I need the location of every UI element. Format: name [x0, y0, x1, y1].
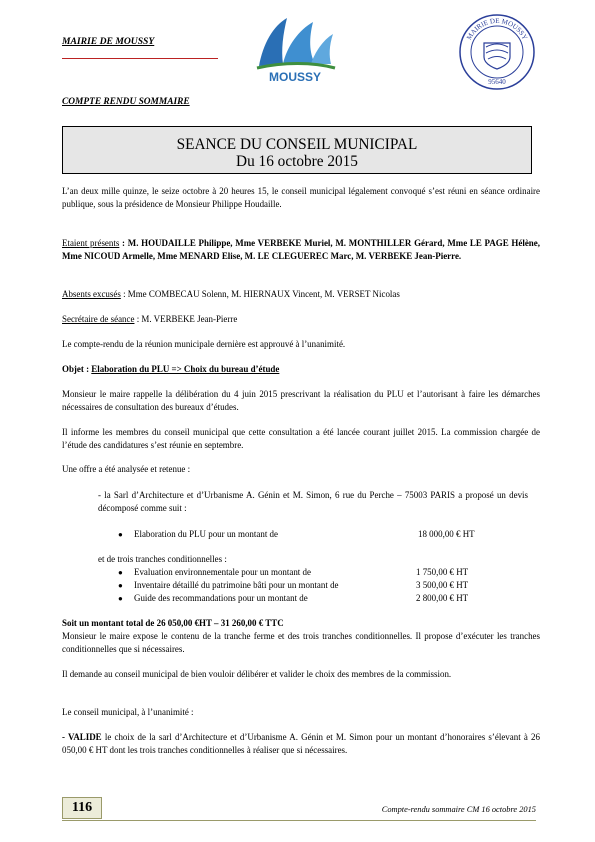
offer-paragraph: - la Sarl d’Architecture et d’Urbanisme A. Génin et M. Simon, 6 rue du Perche – 75003 PARIS a proposé un devis décomposé comme suit :	[98, 490, 528, 513]
compte-rendu-title: COMPTE RENDU SOMMAIRE	[62, 97, 190, 107]
paragraph-offer-intro: Une offre a été analysée et retenue :	[62, 464, 191, 474]
page-number: 116	[62, 797, 102, 819]
paragraph-tranches: Monsieur le maire expose le contenu de la tranche ferme et des trois tranches conditionnelles. Il propose d’exécuter les tranches conditionnelles que si nécessaires.	[62, 631, 540, 654]
svg-text:95640: 95640	[488, 78, 506, 86]
secretaire-paragraph	[62, 313, 540, 326]
objet-label: Objet :	[62, 364, 92, 374]
paragraph-consultation: Il informe les membres du conseil municipal que cette consultation a été lancée courant juillet 2015. La commission chargée de l’étude des candidatures s’est réunie en septembre.	[62, 427, 540, 450]
absents-paragraph	[62, 288, 540, 301]
moussy-logo	[253, 14, 337, 84]
total-line: Soit un montant total de 26 050,00 €HT – 31 260,00 € TTC	[62, 618, 284, 628]
bullet-icon: ●	[118, 594, 123, 603]
seance-date: Du 16 octobre 2015	[236, 153, 358, 170]
tranche-label: Inventaire détaillé du patrimoine bâti pour un montant de	[134, 580, 339, 590]
bullet-icon: ●	[118, 530, 123, 539]
secretaire-label: Secrétaire de séance	[62, 314, 135, 324]
valide-label: - VALIDE	[62, 732, 102, 742]
logo-text: MOUSSY	[268, 70, 322, 84]
seance-title: SEANCE DU CONSEIL MUNICIPAL	[176, 136, 418, 153]
tranche-label: Evaluation environnementale pour un montant de	[134, 567, 311, 577]
header-divider	[62, 58, 218, 59]
secretaire-text: : M. VERBEKE Jean-Pierre	[134, 314, 238, 324]
presents-paragraph	[62, 237, 540, 262]
footer-note: Compte-rendu sommaire CM 16 octobre 2015	[381, 805, 536, 814]
absents-text: : Mme COMBECAU Solenn, M. HIERNAUX Vincent, M. VERSET Nicolas	[120, 289, 400, 299]
moussy-logo-icon	[253, 14, 337, 84]
valide-text: le choix de la sarl d’Architecture et d’Urbanisme A. Génin et M. Simon pour un montant d’honoraires s’élevant à 26 050,00 € HT dont les trois tranches conditionnelles à réaliser que si nécessaires.	[62, 732, 540, 755]
footer-divider	[62, 820, 536, 821]
tranche-label: Guide des recommandations pour un montant de	[134, 593, 308, 603]
seal-stamp-icon	[458, 13, 536, 91]
main-item-amount: 18 000,00 € HT	[418, 529, 475, 539]
paragraph-demande: Il demande au conseil municipal de bien vouloir délibérer et valider le choix des membres de la commission.	[62, 669, 452, 679]
tranche-amount: 2 800,00 € HT	[416, 593, 469, 603]
objet-paragraph	[62, 363, 540, 376]
seance-header-box	[62, 126, 532, 174]
paragraph-valide	[62, 731, 540, 756]
bullet-icon: ●	[118, 581, 123, 590]
presents-text: : M. HOUDAILLE Philippe, Mme VERBEKE Muriel, M. MONTHILLER Gérard, Mme LE PAGE Hélène, Mme NICOUD Armelle, Mme MENARD Elise, M. LE CLEGUEREC Marc, M. VERBEKE Jean-Pierre.	[62, 238, 540, 261]
tranche-amount: 3 500,00 € HT	[416, 580, 469, 590]
bullet-icon: ●	[118, 568, 123, 577]
presents-label: Etaient présents	[62, 238, 120, 248]
approval-paragraph: Le compte-rendu de la réunion municipale dernière est approuvé à l’unanimité.	[62, 339, 346, 349]
mairie-seal	[458, 13, 536, 91]
objet-text: Elaboration du PLU => Choix du bureau d’étude	[91, 364, 280, 374]
paragraph-deliberation: Monsieur le maire rappelle la délibération du 4 juin 2015 prescrivant la réalisation du PLU et l’autorisant à faire les démarches nécessaires de consultation des bureaux d’études.	[62, 389, 540, 412]
paragraph-unanimite: Le conseil municipal, à l’unanimité :	[62, 707, 194, 717]
absents-label: Absents excusés	[62, 289, 121, 299]
tranches-intro: et de trois tranches conditionnelles :	[98, 554, 227, 564]
mairie-title: MAIRIE DE MOUSSY	[62, 36, 155, 47]
tranche-amount: 1 750,00 € HT	[416, 567, 469, 577]
main-item-label: Elaboration du PLU pour un montant de	[134, 529, 278, 539]
svg-text:MAIRIE DE MOUSSY: MAIRIE DE MOUSSY	[465, 16, 529, 42]
intro-paragraph: L’an deux mille quinze, le seize octobre à 20 heures 15, le conseil municipal légalement convoqué s’est réuni en séance ordinaire publique, sous la présidence de Monsieur Philippe Houdaille.	[62, 186, 540, 209]
